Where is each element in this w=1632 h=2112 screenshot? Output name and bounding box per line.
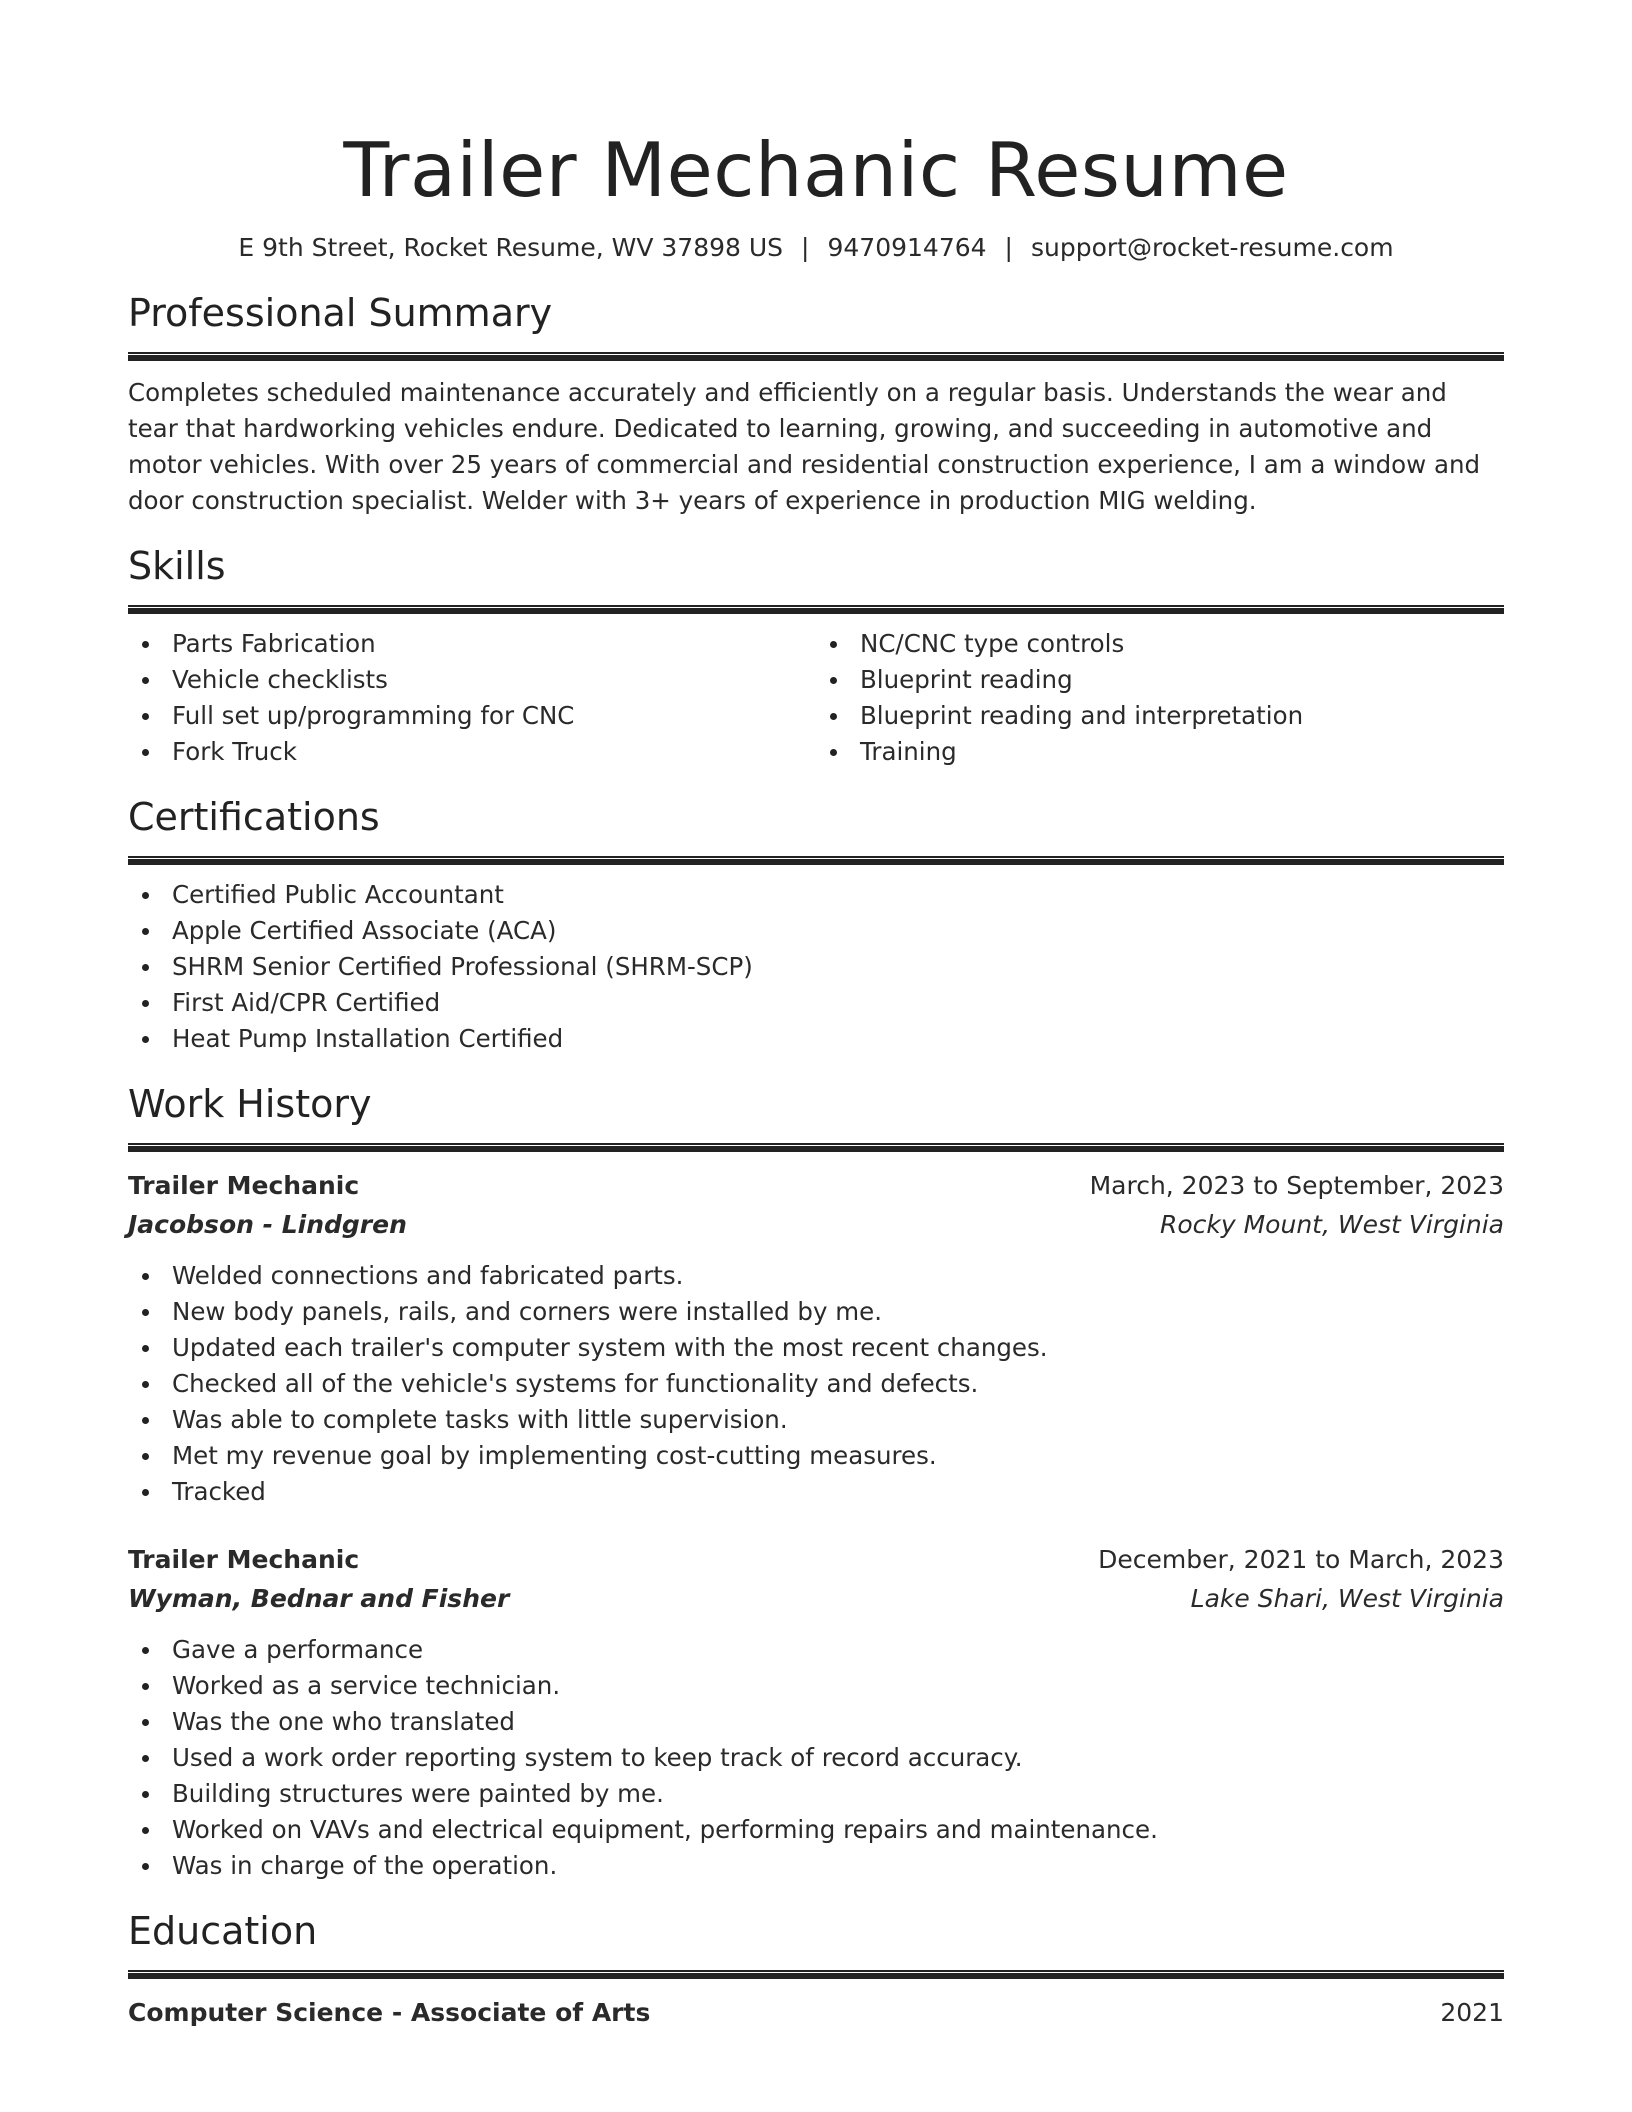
job-header-row: [128, 1166, 1504, 1206]
skill-item: Vehicle checklists: [128, 662, 816, 698]
contact-line: [128, 230, 1504, 266]
job-duty-item: Used a work order reporting system to keep track of record accuracy.: [128, 1740, 1504, 1776]
certification-item: Heat Pump Installation Certified: [128, 1021, 1504, 1057]
skills-columns: [128, 614, 1504, 770]
section-title-skills: Skills: [128, 544, 226, 588]
section-divider: [128, 1143, 1504, 1152]
job-dates: December, 2021 to March, 2023: [1098, 1545, 1504, 1574]
job-duty-item: Checked all of the vehicle's systems for functionality and defects.: [128, 1366, 1504, 1402]
section-divider: [128, 352, 1504, 361]
section-divider: [128, 856, 1504, 865]
section-title-education: Education: [128, 1909, 318, 1953]
job-header-row: [128, 1540, 1504, 1580]
section-divider: [128, 1970, 1504, 1979]
job-duty-item: Updated each trailer's computer system with the most recent changes.: [128, 1330, 1504, 1366]
summary-text: Completes scheduled maintenance accurately and efficiently on a regular basis. Understands the wear and tear that hardworking vehicles endure. Dedicated to learning, growing, and succeeding in automotive and motor vehicles. With over 25 years of commercial and residential construction experience, I am a window and door construction specialist. Welder with 3+ years of experience in production MIG welding.: [128, 378, 1481, 515]
section-divider: [128, 605, 1504, 614]
skill-item: NC/CNC type controls: [816, 626, 1504, 662]
job-duties-list: [128, 1632, 1504, 1884]
certification-item: SHRM Senior Certified Professional (SHRM-SCP): [128, 949, 1504, 985]
job-title: Trailer Mechanic: [128, 1171, 360, 1200]
job-duty-item: Gave a performance: [128, 1632, 1504, 1668]
job-subheader-row: [128, 1206, 1504, 1244]
job-entry: [128, 1540, 1504, 1884]
job-location: Rocky Mount, West Virginia: [1159, 1210, 1504, 1239]
education-entry: [128, 1993, 1504, 2033]
section-title-summary: Professional Summary: [128, 291, 553, 335]
skill-item: Fork Truck: [128, 734, 816, 770]
section-title-work-history: Work History: [128, 1082, 372, 1126]
skill-item: Blueprint reading and interpretation: [816, 698, 1504, 734]
contact-email: support@rocket-resume.com: [1030, 233, 1394, 262]
job-company: Wyman, Bednar and Fisher: [128, 1584, 510, 1613]
section-title-certifications: Certifications: [128, 795, 380, 839]
certification-item: Apple Certified Associate (ACA): [128, 913, 1504, 949]
contact-address: E 9th Street, Rocket Resume, WV 37898 US: [238, 233, 784, 262]
job-duty-item: New body panels, rails, and corners were installed by me.: [128, 1294, 1504, 1330]
certification-item: Certified Public Accountant: [128, 877, 1504, 913]
contact-separator: |: [1004, 233, 1013, 262]
contact-phone: 9470914764: [827, 233, 987, 262]
job-duty-item: Was the one who translated: [128, 1704, 1504, 1740]
job-duties-list: [128, 1258, 1504, 1510]
contact-separator: |: [801, 233, 810, 262]
education-degree: Computer Science - Associate of Arts: [128, 1998, 651, 2027]
skills-list-right: [816, 626, 1504, 770]
education-year: 2021: [1440, 1998, 1504, 2027]
job-title: Trailer Mechanic: [128, 1545, 360, 1574]
certification-item: First Aid/CPR Certified: [128, 985, 1504, 1021]
skill-item: Blueprint reading: [816, 662, 1504, 698]
job-duty-item: Building structures were painted by me.: [128, 1776, 1504, 1812]
resume-title: Trailer Mechanic Resume: [343, 126, 1289, 214]
job-duty-item: Met my revenue goal by implementing cost-cutting measures.: [128, 1438, 1504, 1474]
job-dates: March, 2023 to September, 2023: [1089, 1171, 1504, 1200]
skill-item: Full set up/programming for CNC: [128, 698, 816, 734]
job-subheader-row: [128, 1580, 1504, 1618]
job-location: Lake Shari, West Virginia: [1190, 1584, 1504, 1613]
job-company: Jacobson - Lindgren: [128, 1210, 407, 1239]
skill-item: Parts Fabrication: [128, 626, 816, 662]
job-duty-item: Was able to complete tasks with little supervision.: [128, 1402, 1504, 1438]
job-entry: [128, 1166, 1504, 1510]
job-duty-item: Tracked: [128, 1474, 1504, 1510]
job-duty-item: Worked on VAVs and electrical equipment, performing repairs and maintenance.: [128, 1812, 1504, 1848]
job-duty-item: Welded connections and fabricated parts.: [128, 1258, 1504, 1294]
skill-item: Training: [816, 734, 1504, 770]
certifications-list: [128, 877, 1504, 1057]
job-duty-item: Worked as a service technician.: [128, 1668, 1504, 1704]
job-duty-item: Was in charge of the operation.: [128, 1848, 1504, 1884]
skills-list-left: [128, 626, 816, 770]
